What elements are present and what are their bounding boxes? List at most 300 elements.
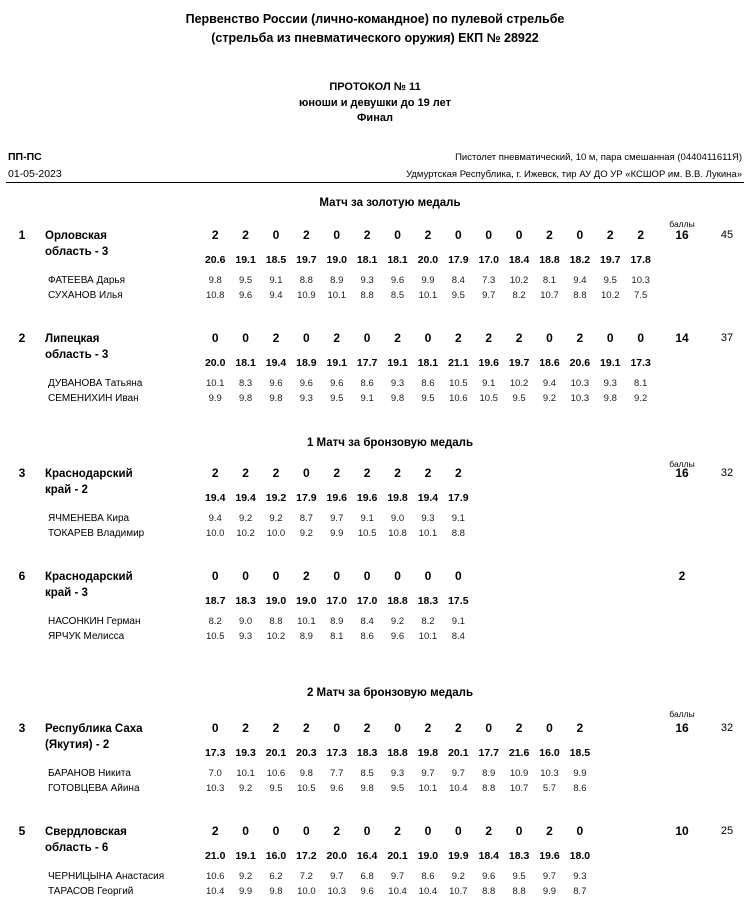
team-name-line: Краснодарский — [45, 468, 133, 480]
series-sum-cell: 18.1 — [235, 357, 256, 369]
athlete-shot-cell: 9.2 — [390, 616, 405, 627]
athlete-shot-cell: 9.7 — [421, 768, 435, 779]
series-sum-cell: 19.3 — [235, 747, 256, 759]
athlete-shot-cell: 8.8 — [482, 886, 496, 897]
team-total-points: 10 — [675, 824, 689, 838]
series-sum-cell: 17.0 — [356, 595, 378, 607]
athlete-shot-cell: 8.9 — [299, 631, 313, 642]
athlete-shot-cell: 9.8 — [360, 783, 374, 794]
team-rank-points: 37 — [720, 332, 734, 344]
athlete-name[interactable]: ТАРАСОВ Георгий — [48, 886, 134, 897]
series-point-cell: 2 — [333, 331, 341, 345]
series-sum-cell: 18.1 — [417, 357, 439, 369]
series-sum-row — [200, 595, 474, 613]
athlete-shot-cell: 10.3 — [205, 783, 225, 794]
series-sum-cell: 19.7 — [600, 254, 621, 266]
athlete-shot-cell: 9.5 — [238, 275, 253, 286]
series-sum-cell: 18.5 — [569, 747, 591, 759]
series-sum-cell: 16.4 — [356, 850, 378, 862]
series-point-cell: 0 — [515, 228, 523, 242]
athlete-shot-cell: 9.9 — [208, 393, 222, 404]
team-name-line: (Якутия) - 2 — [45, 739, 110, 751]
series-sum-cell: 20.1 — [387, 850, 408, 862]
series-point-cell: 2 — [424, 466, 432, 480]
series-point-cell: 2 — [363, 228, 371, 242]
series-sum-cell: 19.4 — [265, 357, 287, 369]
team-name[interactable] — [45, 331, 210, 363]
athlete-shot-cell: 9.1 — [360, 513, 374, 524]
series-sum-cell: 19.8 — [387, 492, 408, 504]
series-sum-cell: 19.7 — [296, 254, 317, 266]
athlete-shot-cell: 10.3 — [631, 275, 650, 286]
athlete-shot-cell: 10.0 — [205, 528, 225, 539]
athlete-shot-cell: 9.4 — [208, 513, 222, 524]
athlete-shot-cell: 9.8 — [269, 886, 283, 897]
series-sum-cell: 19.0 — [296, 595, 317, 607]
series-point-cell: 0 — [272, 824, 280, 838]
athlete-shot-cell: 9.3 — [390, 378, 405, 389]
series-sum-cell: 17.3 — [630, 357, 651, 369]
athlete-shot-cell: 9.8 — [299, 768, 313, 779]
athlete-shot-cell: 8.4 — [360, 616, 374, 627]
athlete-shot-cell: 8.2 — [208, 616, 222, 627]
athlete-shot-cell: 8.6 — [421, 871, 435, 882]
athlete-shot-cell: 8.6 — [573, 783, 587, 794]
series-point-cell: 2 — [363, 466, 371, 480]
series-point-cell: 2 — [637, 228, 644, 242]
series-point-cell: 2 — [424, 721, 432, 735]
athlete-shot-cell: 9.6 — [299, 378, 313, 389]
series-point-cell: 0 — [303, 824, 310, 838]
series-point-cell: 0 — [333, 228, 341, 242]
series-point-cell: 2 — [606, 228, 614, 242]
athlete-shot-cell: 9.0 — [390, 513, 405, 524]
athlete-name[interactable]: ЯЧМЕНЕВА Кира — [48, 513, 130, 524]
athlete-shot-cell: 9.7 — [482, 290, 496, 301]
athlete-shot-cell: 10.1 — [236, 768, 255, 779]
athlete-shot-cell: 9.5 — [512, 393, 526, 404]
team-name[interactable] — [45, 466, 210, 498]
athlete-shots-row — [200, 886, 595, 904]
series-point-cell: 2 — [303, 569, 310, 583]
series-points-row — [200, 824, 595, 842]
series-sum-cell: 21.6 — [508, 747, 530, 759]
series-sum-cell: 17.3 — [326, 747, 347, 759]
athlete-shot-cell: 7.7 — [330, 768, 344, 779]
athlete-shot-cell: 10.5 — [205, 631, 225, 642]
team-name-line: Липецкая — [45, 333, 100, 345]
athlete-shot-cell: 9.5 — [421, 393, 435, 404]
athlete-name[interactable]: ГОТОВЦЕВА Айина — [48, 783, 140, 794]
series-point-cell: 2 — [576, 721, 584, 735]
athlete-name[interactable]: СЕМЕНИХИН Иван — [48, 393, 139, 404]
athlete-shot-cell: 10.8 — [388, 528, 407, 539]
athlete-shot-cell: 10.9 — [509, 768, 529, 779]
series-point-cell: 2 — [303, 721, 310, 735]
series-sum-cell: 19.1 — [326, 357, 347, 369]
team-total-points: 16 — [675, 228, 689, 242]
athlete-shot-cell: 6.2 — [269, 871, 283, 882]
athlete-shot-cell: 10.5 — [479, 393, 498, 404]
series-sum-cell: 17.8 — [630, 254, 651, 266]
series-sum-cell: 20.6 — [569, 357, 591, 369]
series-point-cell: 0 — [454, 569, 462, 583]
athlete-shot-cell: 10.8 — [205, 290, 225, 301]
series-sum-cell: 17.3 — [204, 747, 226, 759]
series-sum-cell: 19.2 — [265, 492, 287, 504]
series-point-cell: 0 — [394, 228, 401, 242]
series-point-cell: 0 — [515, 824, 523, 838]
series-sum-row — [200, 357, 656, 375]
athlete-shot-cell: 9.1 — [360, 393, 374, 404]
series-sum-cell: 19.1 — [235, 850, 256, 862]
athlete-shot-cell: 9.4 — [542, 378, 557, 389]
series-point-cell: 0 — [303, 466, 310, 480]
team-rank-points: 32 — [720, 467, 734, 479]
team-rank: 3 — [18, 466, 26, 480]
series-point-cell: 0 — [272, 569, 280, 583]
stage-label: Финал — [357, 112, 393, 124]
series-point-cell: 2 — [454, 721, 462, 735]
match-title: 1 Матч за бронзовую медаль — [306, 437, 474, 449]
series-point-cell: 2 — [394, 466, 401, 480]
series-point-cell: 0 — [454, 824, 462, 838]
team-rank-points: 45 — [720, 229, 734, 241]
series-point-cell: 0 — [637, 331, 644, 345]
document-title-line2: (стрельба из пневматического оружия) ЕКП № 28922 — [211, 31, 539, 45]
athlete-shot-cell: 10.3 — [570, 378, 590, 389]
athlete-shot-cell: 8.8 — [299, 275, 313, 286]
athlete-shot-cell: 10.7 — [449, 886, 468, 897]
series-point-cell: 2 — [242, 721, 249, 735]
series-sum-cell: 20.1 — [265, 747, 287, 759]
meta-right — [406, 149, 742, 183]
athlete-name[interactable]: ТОКАРЕВ Владимир — [48, 528, 145, 539]
athlete-shot-cell: 9.2 — [542, 393, 557, 404]
series-point-cell: 0 — [211, 331, 219, 345]
series-point-cell: 0 — [211, 569, 219, 583]
athlete-shot-cell: 9.1 — [482, 378, 496, 389]
athlete-shot-cell: 10.5 — [357, 528, 377, 539]
points-column-header: баллы — [669, 219, 695, 229]
series-point-cell: 0 — [363, 824, 371, 838]
series-point-cell: 0 — [424, 331, 432, 345]
series-sum-cell: 20.1 — [448, 747, 469, 759]
team-name-line: область - 6 — [45, 842, 109, 854]
athlete-shot-cell: 9.6 — [330, 783, 344, 794]
athlete-shot-cell: 9.7 — [330, 871, 344, 882]
series-sum-cell: 19.6 — [478, 357, 499, 369]
athlete-shot-cell: 9.1 — [269, 275, 283, 286]
series-point-cell: 0 — [424, 824, 432, 838]
athlete-shot-cell: 7.2 — [299, 871, 313, 882]
series-sum-row — [200, 747, 595, 765]
athlete-shot-cell: 8.5 — [390, 290, 405, 301]
series-point-cell: 0 — [576, 824, 584, 838]
team-total-points: 14 — [675, 331, 689, 345]
series-sum-cell: 19.8 — [417, 747, 439, 759]
series-sum-cell: 19.1 — [387, 357, 408, 369]
athlete-shot-cell: 10.1 — [327, 290, 346, 301]
series-point-cell: 0 — [363, 331, 371, 345]
series-sum-cell: 16.0 — [265, 850, 287, 862]
series-point-cell: 0 — [242, 331, 249, 345]
series-point-cell: 2 — [546, 228, 553, 242]
series-points-row — [200, 331, 656, 349]
athlete-shot-cell: 9.5 — [451, 290, 465, 301]
series-sum-row — [200, 850, 595, 868]
series-sum-cell: 20.0 — [417, 254, 439, 266]
athlete-shot-cell: 10.4 — [205, 886, 225, 897]
athlete-shot-cell: 9.9 — [542, 886, 557, 897]
athlete-shot-cell: 10.2 — [509, 378, 529, 389]
series-point-cell: 2 — [242, 466, 249, 480]
athlete-shot-cell: 10.2 — [236, 528, 255, 539]
athlete-shot-cell: 9.6 — [269, 378, 283, 389]
athlete-shot-cell: 9.6 — [390, 275, 405, 286]
athlete-shot-cell: 8.8 — [512, 886, 526, 897]
athlete-shot-cell: 9.8 — [269, 393, 283, 404]
athlete-shot-cell: 10.6 — [449, 393, 468, 404]
athlete-shots-row — [200, 783, 595, 801]
athlete-name[interactable]: ФАТЕЕВА Дарья — [48, 275, 126, 286]
athlete-shot-cell: 9.7 — [330, 513, 344, 524]
athlete-name[interactable]: ЧЕРНИЦЫНА Анастасия — [48, 871, 165, 882]
series-sum-cell: 18.6 — [539, 357, 560, 369]
athlete-shot-cell: 8.5 — [360, 768, 374, 779]
series-point-cell: 0 — [424, 569, 432, 583]
series-sum-cell: 21.1 — [448, 357, 469, 369]
athlete-shot-cell: 10.1 — [297, 616, 316, 627]
team-rank-points: 32 — [720, 722, 734, 734]
series-point-cell: 0 — [546, 331, 553, 345]
series-point-cell: 2 — [576, 331, 584, 345]
team-name-line: край - 2 — [45, 484, 88, 496]
meta-header — [0, 149, 750, 183]
athlete-shot-cell: 5.7 — [542, 783, 557, 794]
athlete-shot-cell: 9.6 — [360, 886, 374, 897]
athlete-shot-cell: 9.1 — [451, 616, 465, 627]
event-venue: Удмуртская Республика, г. Ижевск, тир АУ ДО УР «КСШОР им. В.В. Лукина» — [406, 168, 742, 180]
series-sum-cell: 19.1 — [235, 254, 256, 266]
series-sum-cell: 17.2 — [296, 850, 317, 862]
athlete-shot-cell: 9.3 — [390, 768, 405, 779]
athlete-shot-cell: 9.3 — [238, 631, 253, 642]
protocol-number: ПРОТОКОЛ № 11 — [329, 81, 421, 93]
series-sum-cell: 20.0 — [204, 357, 226, 369]
series-sum-cell: 18.0 — [569, 850, 591, 862]
series-point-cell: 2 — [211, 228, 219, 242]
athlete-shot-cell: 9.2 — [238, 513, 253, 524]
team-rank: 5 — [18, 824, 26, 838]
athlete-shot-cell: 8.7 — [573, 886, 587, 897]
athlete-shot-cell: 9.6 — [390, 631, 405, 642]
series-point-cell: 2 — [272, 331, 280, 345]
athlete-shot-cell: 10.1 — [418, 290, 438, 301]
series-point-cell: 2 — [454, 331, 462, 345]
series-sum-cell: 18.2 — [569, 254, 591, 266]
series-sum-cell: 19.9 — [448, 850, 469, 862]
athlete-shot-cell: 9.3 — [573, 871, 587, 882]
series-sum-cell: 19.4 — [204, 492, 226, 504]
athlete-shot-cell: 10.7 — [509, 783, 529, 794]
athlete-shot-cell: 9.6 — [482, 871, 496, 882]
series-points-row — [200, 466, 474, 484]
series-sum-cell: 19.6 — [539, 850, 560, 862]
athlete-shot-cell: 9.3 — [603, 378, 617, 389]
series-sum-cell: 19.7 — [508, 357, 530, 369]
athlete-shot-cell: 10.0 — [297, 886, 316, 897]
athlete-name[interactable]: ДУВАНОВА Татьяна — [48, 378, 143, 389]
athlete-shot-cell: 9.7 — [390, 871, 405, 882]
athlete-shot-cell: 10.1 — [418, 528, 438, 539]
series-sum-cell: 18.4 — [508, 254, 530, 266]
athlete-shot-cell: 8.8 — [482, 783, 496, 794]
athlete-name[interactable]: СУХАНОВ Илья — [48, 290, 123, 301]
athlete-shot-cell: 9.2 — [451, 871, 465, 882]
series-sum-cell: 18.1 — [356, 254, 378, 266]
athlete-name[interactable]: НАСОНКИН Герман — [48, 616, 141, 627]
athlete-shot-cell: 9.8 — [208, 275, 222, 286]
series-point-cell: 0 — [485, 228, 493, 242]
match-section — [0, 687, 750, 897]
protocol-block — [0, 80, 750, 127]
series-sum-cell: 17.9 — [296, 492, 317, 504]
athlete-shots-row — [200, 290, 656, 308]
athlete-shot-cell: 9.3 — [360, 275, 374, 286]
series-point-cell: 2 — [211, 824, 219, 838]
match-title: Матч за золотую медаль — [319, 197, 461, 209]
team-name-line: Орловская — [45, 230, 107, 242]
series-point-cell: 2 — [333, 824, 341, 838]
athlete-name[interactable]: ЯРЧУК Мелисса — [48, 631, 125, 642]
age-group: юноши и девушки до 19 лет — [298, 96, 451, 109]
team-name-line: область - 3 — [45, 246, 109, 258]
athlete-shots-row — [200, 393, 656, 411]
document-title-line1: Первенство России (лично-командное) по пулевой стрельбе — [185, 12, 565, 26]
series-point-cell: 0 — [211, 721, 219, 735]
series-sum-cell: 17.9 — [448, 492, 469, 504]
series-point-cell: 0 — [485, 721, 493, 735]
athlete-name[interactable]: БАРАНОВ Никита — [48, 768, 131, 779]
series-sum-cell: 19.0 — [265, 595, 287, 607]
athlete-shot-cell: 10.1 — [418, 783, 438, 794]
series-sum-cell: 19.4 — [417, 492, 439, 504]
series-point-cell: 0 — [242, 569, 249, 583]
athlete-shot-cell: 10.5 — [297, 783, 316, 794]
athlete-shot-cell: 9.3 — [421, 513, 435, 524]
series-sum-cell: 19.6 — [326, 492, 347, 504]
discipline-code: ПП-ПС — [8, 150, 42, 163]
series-point-cell: 0 — [363, 569, 371, 583]
event-date: 01-05-2023 — [8, 167, 62, 180]
series-sum-cell: 18.7 — [204, 595, 226, 607]
athlete-shot-cell: 9.9 — [238, 886, 253, 897]
series-sum-cell: 19.1 — [600, 357, 621, 369]
series-sum-cell: 18.1 — [387, 254, 408, 266]
team-rank: 2 — [18, 331, 26, 345]
athlete-shot-cell: 10.6 — [266, 768, 286, 779]
athlete-shot-cell: 9.6 — [238, 290, 253, 301]
series-sum-cell: 18.3 — [235, 595, 256, 607]
team-name[interactable] — [45, 569, 210, 601]
series-point-cell: 2 — [515, 721, 523, 735]
series-point-cell: 0 — [546, 721, 553, 735]
series-sum-row — [200, 492, 474, 510]
event-discipline: Пистолет пневматический, 10 м, пара смешанная (0440411611Я) — [455, 151, 742, 163]
series-sum-cell: 18.3 — [417, 595, 439, 607]
series-sum-cell: 18.4 — [478, 850, 499, 862]
series-sum-cell: 20.3 — [296, 747, 317, 759]
athlete-shot-cell: 10.1 — [418, 631, 438, 642]
athlete-shot-cell: 9.4 — [269, 290, 283, 301]
series-sum-cell: 17.5 — [448, 595, 469, 607]
athlete-shot-cell: 9.5 — [512, 871, 526, 882]
athlete-shot-cell: 9.9 — [573, 768, 587, 779]
athlete-shot-cell: 8.9 — [330, 275, 344, 286]
series-sum-cell: 19.0 — [417, 850, 439, 862]
series-point-cell: 2 — [363, 721, 371, 735]
series-sum-row — [200, 254, 656, 272]
athlete-shot-cell: 10.2 — [266, 631, 286, 642]
header-divider — [6, 182, 744, 183]
series-sum-cell: 20.0 — [326, 850, 347, 862]
series-sum-cell: 18.5 — [265, 254, 287, 266]
series-sum-cell: 17.0 — [478, 254, 499, 266]
athlete-shot-cell: 10.4 — [449, 783, 468, 794]
series-point-cell: 2 — [485, 331, 493, 345]
team-name-line: Свердловская — [45, 826, 127, 838]
series-sum-cell: 18.8 — [387, 595, 408, 607]
match-section — [0, 197, 750, 404]
athlete-shot-cell: 8.1 — [330, 631, 344, 642]
athlete-shot-cell: 10.9 — [297, 290, 316, 301]
athlete-shot-cell: 10.5 — [449, 378, 468, 389]
athlete-shot-cell: 8.8 — [360, 290, 374, 301]
series-sum-cell: 21.0 — [204, 850, 226, 862]
team-name[interactable] — [45, 824, 210, 856]
series-sum-cell: 17.0 — [326, 595, 347, 607]
athlete-shot-cell: 9.4 — [573, 275, 587, 286]
athlete-shot-cell: 9.8 — [603, 393, 617, 404]
series-sum-cell: 17.9 — [448, 254, 469, 266]
team-rank: 3 — [18, 721, 26, 735]
athlete-shot-cell: 8.1 — [634, 378, 648, 389]
athlete-shot-cell: 10.2 — [509, 275, 529, 286]
athlete-shots-row — [200, 631, 474, 649]
team-name-line: Республика Саха — [45, 723, 143, 735]
series-point-cell: 2 — [424, 228, 432, 242]
athlete-shot-cell: 7.3 — [482, 275, 496, 286]
athlete-shot-cell: 9.2 — [299, 528, 313, 539]
series-sum-cell: 20.6 — [204, 254, 226, 266]
athlete-shot-cell: 8.2 — [512, 290, 526, 301]
series-point-cell: 2 — [394, 331, 401, 345]
athlete-shot-cell: 8.3 — [238, 378, 253, 389]
athlete-shot-cell: 10.0 — [266, 528, 286, 539]
series-point-cell: 2 — [303, 228, 310, 242]
series-point-cell: 2 — [333, 466, 341, 480]
team-name[interactable] — [45, 721, 210, 753]
athlete-shot-cell: 9.5 — [603, 275, 617, 286]
series-point-cell: 2 — [211, 466, 219, 480]
series-sum-cell: 17.7 — [478, 747, 499, 759]
team-name[interactable] — [45, 228, 210, 260]
series-point-cell: 2 — [454, 466, 462, 480]
athlete-shot-cell: 8.7 — [299, 513, 313, 524]
series-sum-cell: 18.3 — [508, 850, 530, 862]
athlete-shot-cell: 10.2 — [601, 290, 620, 301]
